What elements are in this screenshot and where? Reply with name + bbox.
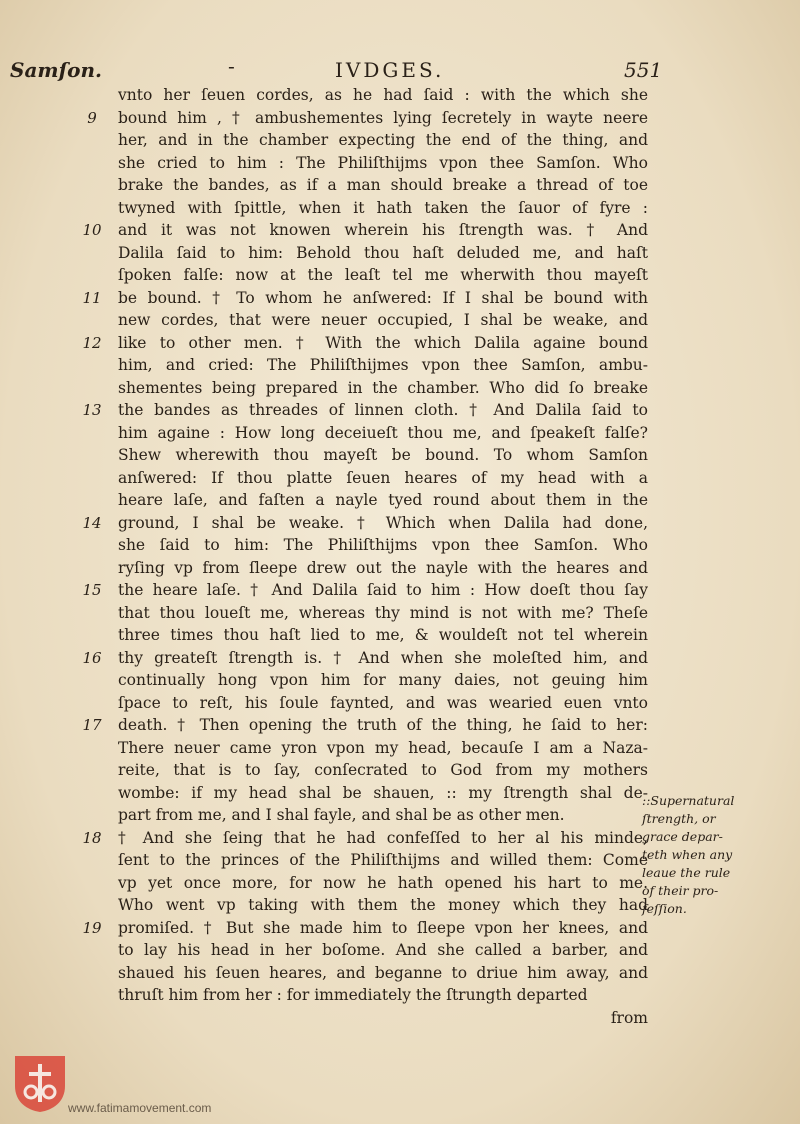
text-line: that thou loueſt me, whereas thy mind is not with me? Theſe [118, 603, 648, 622]
text-line: Who went vp taking with them the money which they had [118, 896, 648, 914]
text-line: anſwered: If thou platte ſeuen heares of my head with a [118, 468, 648, 487]
text-line: vp yet once more, for now he hath opened his hart to me. [118, 873, 648, 892]
text-line: be bound. † To whom he anſwered: If I shal be bound with [118, 288, 648, 307]
footer-url: www.fatimamovement.com [68, 1101, 212, 1115]
text-line: like to other men. † With the which Dalila againe bound [118, 333, 648, 352]
verse-number: 19 [82, 918, 102, 937]
verse-number: 18 [82, 828, 102, 847]
text-line: part from me, and I shal fayle, and shal be as other men. [118, 806, 565, 824]
text-line: Shew wherewith thou mayeſt be bound. To whom Samſon [118, 446, 648, 464]
page-number: 551 [624, 58, 663, 82]
margin-note-line: teth when any [642, 847, 733, 862]
text-line: ſpace to reſt, his ſoule faynted, and was wearied euen vnto [118, 693, 648, 712]
text-line: ſent to the princes of the Philiſthijms and willed them: Come [118, 851, 648, 869]
book-title: IVDGES. [335, 58, 445, 82]
text-line: brake the bandes, as if a man should breake a thread of toe [118, 176, 648, 194]
text-line: him againe : How long deceiueſt thou me, and ſpeakeſt falſe? [118, 423, 648, 442]
text-line: shementes being prepared in the chamber. Who did ſo breake [118, 378, 648, 397]
text-line: twyned with ſpittle, when it hath taken the ſauor of fyre : [118, 198, 648, 217]
text-line: reite, that is to ſay, conſecrated to God from my mothers [118, 761, 648, 779]
verse-number: 14 [82, 513, 102, 532]
text-line: heare laſe, and faſten a nayle tyed round about them in the [118, 491, 648, 509]
text-line: to lay his head in her boſome. And she called a barber, and [118, 941, 648, 959]
margin-note-line: grace depar- [642, 829, 723, 844]
text-line: ground, I shal be weake. † Which when Dalila had done, [118, 513, 648, 532]
text-line: continually hong vpon him for many daies, not geuing him [118, 671, 648, 689]
margin-note-line: leaue the rule [642, 865, 731, 880]
text-line: There neuer came yron vpon my head, becauſe I am a Naza- [118, 738, 648, 757]
text-line: him, and cried: The Philiſthijmes vpon thee Samſon, ambu- [118, 356, 648, 374]
text-line: shaued his ſeuen heares, and beganne to driue him away, and [118, 963, 648, 982]
text-line: thruſt him from her : for immediately the ſtrungth departed [118, 986, 588, 1004]
header-dash: - [228, 54, 235, 78]
verse-number: 11 [82, 288, 102, 307]
text-line: death. † Then opening the truth of the thing, he ſaid to her: [118, 716, 648, 734]
text-line: promiſed. † But she made him to ſleepe vpon her knees, and [118, 918, 648, 937]
text-line: the heare laſe. † And Dalila ſaid to him : How doeſt thou ſay [118, 581, 648, 599]
text-line: her, and in the chamber expecting the end of the thing, and [118, 131, 648, 149]
text-line: ryſing vp from ſleepe drew out the nayle with the heares and [118, 558, 648, 577]
verse-number: 13 [82, 401, 102, 419]
verse-number: 12 [82, 333, 102, 352]
verse-number: 15 [82, 581, 102, 599]
text-line: wombe: if my head shal be shauen, :: my ſtrength shal de- [118, 783, 648, 802]
margin-note-line: of their pro- [642, 883, 719, 898]
text-line: vnto her ſeuen cordes, as he had ſaid : with the which she [118, 86, 648, 104]
margin-note-line: ::Supernatural [642, 793, 735, 808]
margin-note [642, 792, 792, 918]
text-line: she ſaid to him: The Philiſthijms vpon thee Samſon. Who [118, 536, 648, 554]
verse-number: 9 [87, 108, 97, 127]
text-line: ſpoken falſe: now at the leaſt tel me wherwith thou mayeſt [118, 266, 648, 284]
text-line: † And she ſeing that he had confeſſed to her al his minde, [118, 828, 648, 847]
text-line: from [610, 1008, 648, 1027]
text-line: bound him , † ambushementes lying ſecretely in wayte neere [118, 108, 648, 127]
margin-note-line: ſtrength, or [642, 811, 716, 826]
text-line: she cried to him : The Philiſthijms vpon thee Samſon. Who [118, 153, 648, 172]
seal-icon [11, 1052, 69, 1114]
text-line: Dalila ſaid to him: Behold thou haſt deluded me, and haſt [118, 243, 648, 262]
text-line: the bandes as threades of linnen cloth. † And Dalila ſaid to [118, 401, 648, 419]
verse-number: 17 [82, 716, 102, 734]
text-line: thy greateſt ſtrength is. † And when she moleſted him, and [118, 648, 648, 667]
text-line: new cordes, that were neuer occupied, I shal be weake, and [118, 311, 648, 329]
text-line: and it was not knowen wherein his ſtrength was. † And [118, 221, 648, 239]
running-head: Samſon. [10, 58, 103, 82]
verse-number: 10 [82, 221, 102, 239]
text-line: three times thou haſt lied to me, & wouldeſt not tel wherein [118, 626, 648, 644]
margin-note-line: feſſion. [642, 901, 687, 916]
verse-number: 16 [82, 648, 102, 667]
